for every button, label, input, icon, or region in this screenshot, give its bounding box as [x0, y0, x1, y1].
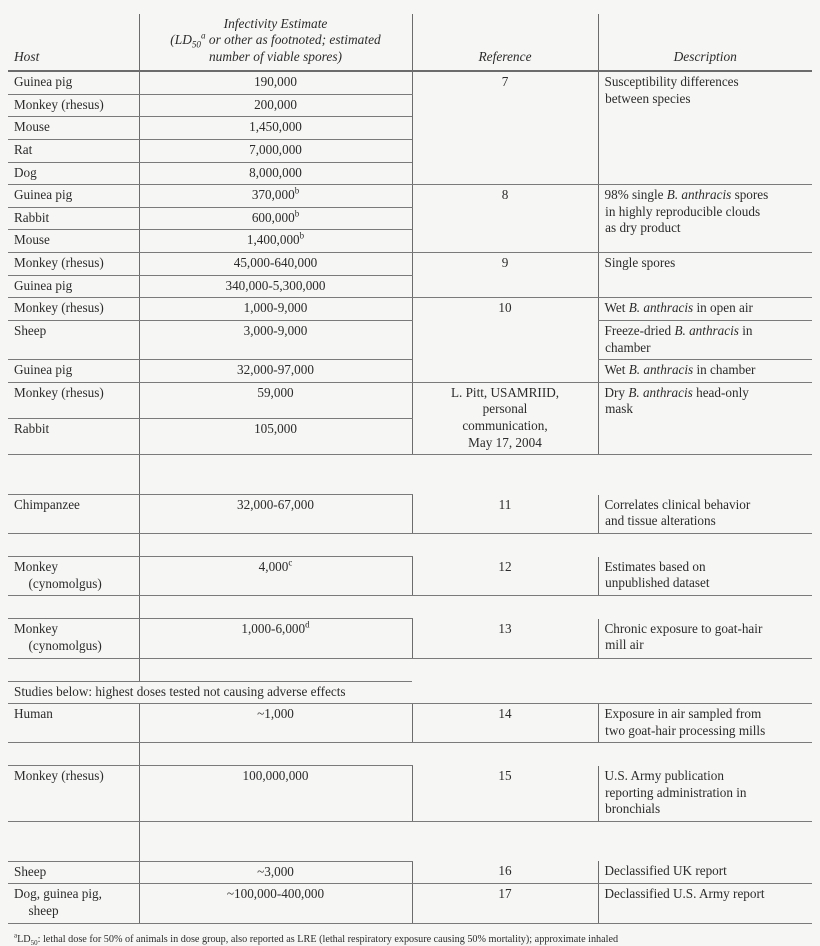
- estimate-header-footnote-marker: a: [200, 30, 206, 41]
- cell-host: [8, 557, 139, 596]
- cell-host: [8, 71, 139, 94]
- spacer-cell: [139, 821, 412, 861]
- cell-reference: [412, 619, 598, 658]
- host-line: Rat: [14, 141, 33, 157]
- host-line: Monkey (rhesus): [14, 96, 104, 112]
- description-line: 98% single B. anthracis spores: [604, 187, 769, 203]
- estimate-value: 3,000-9,000: [243, 322, 308, 338]
- g3r0-species-0: B. anthracis: [628, 300, 694, 316]
- cell-infectivity-estimate: [139, 884, 412, 923]
- cell-infectivity-estimate: [139, 185, 412, 208]
- description-line: reporting administration in: [605, 784, 747, 800]
- cell-description: [598, 298, 812, 321]
- spacer-cell: [8, 596, 139, 619]
- reference-line: communication,: [462, 418, 548, 434]
- table-row: [8, 557, 812, 596]
- host-line: sheep: [28, 903, 59, 919]
- table-row: [8, 884, 812, 923]
- section-banner-label: Studies below: highest doses tested not causing adverse effects: [8, 681, 812, 704]
- description-line: Estimates based on: [604, 558, 706, 574]
- estimate-value: 32,000-97,000: [237, 362, 314, 378]
- table-header: [8, 14, 812, 71]
- table-row: [8, 382, 812, 418]
- cell-reference: [412, 704, 598, 743]
- table-footnote: [8, 933, 812, 946]
- cell-description: [598, 557, 812, 596]
- host-line: Dog, guinea pig,: [14, 886, 102, 902]
- spacer-cell: [8, 455, 139, 495]
- description-line: Declassified U.S. Army report: [604, 886, 765, 902]
- cell-host: [8, 360, 139, 383]
- row-spacer: [8, 743, 812, 766]
- host-line: Monkey (rhesus): [14, 255, 104, 271]
- spacer-cell: [8, 534, 139, 557]
- description-line: mill air: [605, 637, 644, 653]
- host-line: Sheep: [14, 322, 47, 338]
- cell-infectivity-estimate: [139, 207, 412, 230]
- reference-line: 8: [501, 187, 509, 203]
- description-line: mask: [605, 401, 633, 417]
- reference-line: 10: [498, 300, 512, 316]
- cell-description: [598, 320, 812, 359]
- cell-infectivity-estimate: [139, 162, 412, 185]
- table-row: [8, 298, 812, 321]
- estimate-value: 1,400,000: [246, 232, 300, 248]
- cell-reference: [412, 71, 598, 185]
- description-line: Freeze-dried B. anthracis in: [604, 322, 753, 338]
- host-line: Guinea pig: [14, 277, 73, 293]
- cell-host: [8, 320, 139, 359]
- cell-host: [8, 185, 139, 208]
- cell-host: [8, 382, 139, 418]
- host-line: Monkey (rhesus): [14, 384, 104, 400]
- reference-line: 15: [498, 767, 512, 783]
- estimate-value: 7,000,000: [249, 141, 302, 157]
- host-line: Rabbit: [14, 209, 50, 225]
- g1-species-0: B. anthracis: [666, 187, 732, 203]
- cell-infectivity-estimate: [139, 117, 412, 140]
- estimate-value: 1,000-9,000: [243, 300, 308, 316]
- host-line: Monkey: [14, 559, 58, 575]
- table-row: [8, 861, 812, 884]
- cell-reference: [412, 253, 598, 298]
- estimate-header-line-2: [146, 30, 406, 51]
- estimate-header-line-3: number of viable spores): [208, 48, 343, 64]
- g3r2-species-0: B. anthracis: [628, 362, 694, 378]
- cell-description: [598, 766, 812, 821]
- cell-host: [8, 495, 139, 534]
- table-row: [8, 360, 812, 383]
- cell-reference: [412, 298, 598, 383]
- description-line: U.S. Army publication: [604, 767, 724, 783]
- cell-reference: [412, 861, 598, 884]
- row-spacer: [8, 596, 812, 619]
- estimate-value: 105,000: [254, 421, 297, 437]
- host-line: Mouse: [14, 232, 50, 248]
- row-spacer: [8, 534, 812, 557]
- table-row: [8, 495, 812, 534]
- table-row: [8, 185, 812, 208]
- cell-infectivity-estimate: [139, 71, 412, 94]
- estimate-footnote-marker: c: [288, 557, 293, 568]
- column-header-reference: Reference: [412, 14, 598, 71]
- host-line: Monkey: [14, 621, 58, 637]
- footnote-ld-subscript: 50: [30, 939, 38, 946]
- estimate-footnote-marker: d: [305, 619, 310, 630]
- cell-description: [598, 382, 812, 455]
- estimate-value: 45,000-640,000: [233, 255, 318, 271]
- cell-infectivity-estimate: [139, 275, 412, 298]
- cell-host: [8, 253, 139, 276]
- g3r1-species-0: B. anthracis: [674, 322, 739, 338]
- row-spacer: [8, 658, 812, 681]
- cell-infectivity-estimate: [139, 230, 412, 253]
- host-line: Guinea pig: [14, 74, 73, 90]
- reference-line: 9: [501, 255, 509, 271]
- row-spacer: [8, 455, 812, 495]
- host-line: (cynomolgus): [28, 575, 102, 591]
- estimate-value: 4,000: [258, 559, 289, 575]
- estimate-footnote-marker: b: [294, 185, 300, 196]
- row-spacer: [8, 821, 812, 861]
- spacer-cell: [139, 596, 412, 619]
- reference-line: 13: [498, 620, 512, 636]
- estimate-value: 600,000: [251, 209, 295, 225]
- host-line: Dog: [14, 164, 37, 180]
- estimate-value: 59,000: [257, 384, 294, 400]
- cell-infectivity-estimate: [139, 360, 412, 383]
- cell-infectivity-estimate: [139, 320, 412, 359]
- cell-reference: [412, 382, 598, 455]
- estimate-value: 340,000-5,300,000: [225, 277, 326, 293]
- cell-reference: [412, 495, 598, 534]
- host-line: Mouse: [14, 119, 50, 135]
- cell-host: [8, 230, 139, 253]
- host-line: Monkey (rhesus): [14, 768, 104, 784]
- cell-infectivity-estimate: [139, 419, 412, 455]
- cell-reference: [412, 766, 598, 821]
- reference-line: 12: [498, 558, 512, 574]
- description-line: Dry B. anthracis head-only: [604, 384, 749, 400]
- cell-reference: [412, 884, 598, 923]
- table-row: [8, 320, 812, 359]
- table-row: [8, 253, 812, 276]
- description-line: two goat-hair processing mills: [605, 722, 766, 738]
- reference-line: personal: [482, 401, 528, 417]
- cell-description: [598, 71, 812, 185]
- estimate-value: 8,000,000: [249, 164, 302, 180]
- spacer-cell: [8, 658, 139, 681]
- cell-infectivity-estimate: [139, 253, 412, 276]
- cell-host: [8, 207, 139, 230]
- cell-host: [8, 117, 139, 140]
- estimate-value: ~100,000-400,000: [226, 886, 325, 902]
- column-header-host: Host: [8, 14, 139, 71]
- cell-host: [8, 94, 139, 117]
- reference-line: 7: [501, 74, 509, 90]
- cell-infectivity-estimate: [139, 94, 412, 117]
- spacer-cell: [139, 455, 412, 495]
- description-line: bronchials: [605, 801, 661, 817]
- host-line: Monkey (rhesus): [14, 300, 104, 316]
- cell-description: [598, 253, 812, 298]
- description-line: Correlates clinical behavior: [604, 496, 751, 512]
- section-banner-row: [8, 681, 812, 704]
- cell-host: [8, 298, 139, 321]
- description-line: Exposure in air sampled from: [604, 706, 762, 722]
- cell-infectivity-estimate: [139, 382, 412, 418]
- description-line: Wet B. anthracis in open air: [604, 300, 753, 316]
- g4-species-0: B. anthracis: [628, 384, 693, 400]
- description-line: in highly reproducible clouds: [605, 203, 761, 219]
- cell-host: [8, 139, 139, 162]
- spacer-cell: [8, 821, 139, 861]
- cell-reference: [412, 185, 598, 253]
- estimate-value: 1,000-6,000: [241, 621, 306, 637]
- description-line: as dry product: [605, 220, 681, 236]
- host-line: Sheep: [14, 863, 47, 879]
- description-line: Single spores: [604, 255, 676, 271]
- host-line: Rabbit: [14, 421, 50, 437]
- table-row: [8, 619, 812, 658]
- cell-description: [598, 185, 812, 253]
- estimate-value: 200,000: [254, 96, 297, 112]
- cell-host: [8, 861, 139, 884]
- cell-description: [598, 495, 812, 534]
- reference-line: L. Pitt, USAMRIID,: [450, 384, 560, 400]
- estimate-footnote-marker: b: [299, 231, 305, 242]
- estimate-value: 32,000-67,000: [237, 497, 314, 513]
- cell-host: [8, 419, 139, 455]
- estimate-header-line-2-rest: or other as footnoted; estimated: [205, 32, 381, 48]
- reference-line: May 17, 2004: [468, 434, 542, 450]
- cell-infectivity-estimate: [139, 704, 412, 743]
- cell-reference: [412, 557, 598, 596]
- estimate-value: 100,000,000: [242, 768, 309, 784]
- cell-host: [8, 275, 139, 298]
- cell-description: [598, 360, 812, 383]
- spacer-cell: [139, 658, 412, 681]
- table-row: [8, 766, 812, 821]
- cell-description: [598, 861, 812, 884]
- footnote-text: : lethal dose for 50% of animals in dose group, also reported as LRE (lethal respiratory exposure causing 50% mortality); approximate inhaled: [37, 933, 619, 945]
- column-header-infectivity-estimate: [139, 14, 412, 71]
- estimate-header-ld-subscript: 50: [191, 40, 201, 51]
- cell-description: [598, 619, 812, 658]
- column-header-description: Description: [598, 14, 812, 71]
- description-line: Susceptibility differences: [604, 74, 739, 90]
- description-line: Wet B. anthracis in chamber: [604, 362, 756, 378]
- host-line: Human: [14, 706, 53, 722]
- cell-description: [598, 704, 812, 743]
- estimate-header-line-1: Infectivity Estimate: [223, 16, 328, 31]
- estimate-value: 1,450,000: [249, 119, 302, 135]
- estimate-header-ld-prefix: (LD: [170, 32, 192, 48]
- header-row: [8, 14, 812, 71]
- cell-host: [8, 619, 139, 658]
- cell-infectivity-estimate: [139, 495, 412, 534]
- cell-infectivity-estimate: [139, 557, 412, 596]
- host-line: Guinea pig: [14, 187, 73, 203]
- infectivity-estimate-table: [8, 14, 812, 924]
- description-line: between species: [605, 90, 691, 106]
- estimate-value: ~3,000: [257, 863, 294, 879]
- cell-infectivity-estimate: [139, 139, 412, 162]
- spacer-cell: [139, 743, 412, 766]
- cell-host: [8, 162, 139, 185]
- cell-infectivity-estimate: [139, 766, 412, 821]
- cell-host: [8, 704, 139, 743]
- description-line: chamber: [605, 339, 651, 355]
- footnote-marker: a: [14, 932, 18, 940]
- spacer-cell: [139, 534, 412, 557]
- description-line: unpublished dataset: [605, 575, 710, 591]
- table-row: [8, 71, 812, 94]
- cell-description: [598, 884, 812, 923]
- host-line: (cynomolgus): [28, 637, 102, 653]
- table-row: [8, 704, 812, 743]
- cell-host: [8, 884, 139, 923]
- estimate-value: 190,000: [254, 74, 297, 90]
- reference-line: 16: [498, 863, 512, 879]
- cell-infectivity-estimate: [139, 861, 412, 884]
- host-line: Guinea pig: [14, 362, 73, 378]
- estimate-value: 370,000: [251, 187, 295, 203]
- cell-infectivity-estimate: [139, 619, 412, 658]
- host-line: Chimpanzee: [14, 497, 80, 513]
- description-line: Declassified UK report: [604, 863, 727, 879]
- reference-line: 17: [498, 886, 512, 902]
- cell-infectivity-estimate: [139, 298, 412, 321]
- estimate-value: ~1,000: [257, 706, 294, 722]
- description-line: Chronic exposure to goat-hair: [604, 620, 763, 636]
- reference-line: 11: [498, 496, 512, 512]
- cell-host: [8, 766, 139, 821]
- estimate-footnote-marker: b: [294, 208, 300, 219]
- reference-line: 14: [498, 706, 512, 722]
- spacer-cell: [8, 743, 139, 766]
- footnote-ld-prefix: LD: [17, 933, 31, 945]
- table-page: [0, 14, 820, 946]
- description-line: and tissue alterations: [605, 513, 716, 529]
- table-body: [8, 71, 812, 923]
